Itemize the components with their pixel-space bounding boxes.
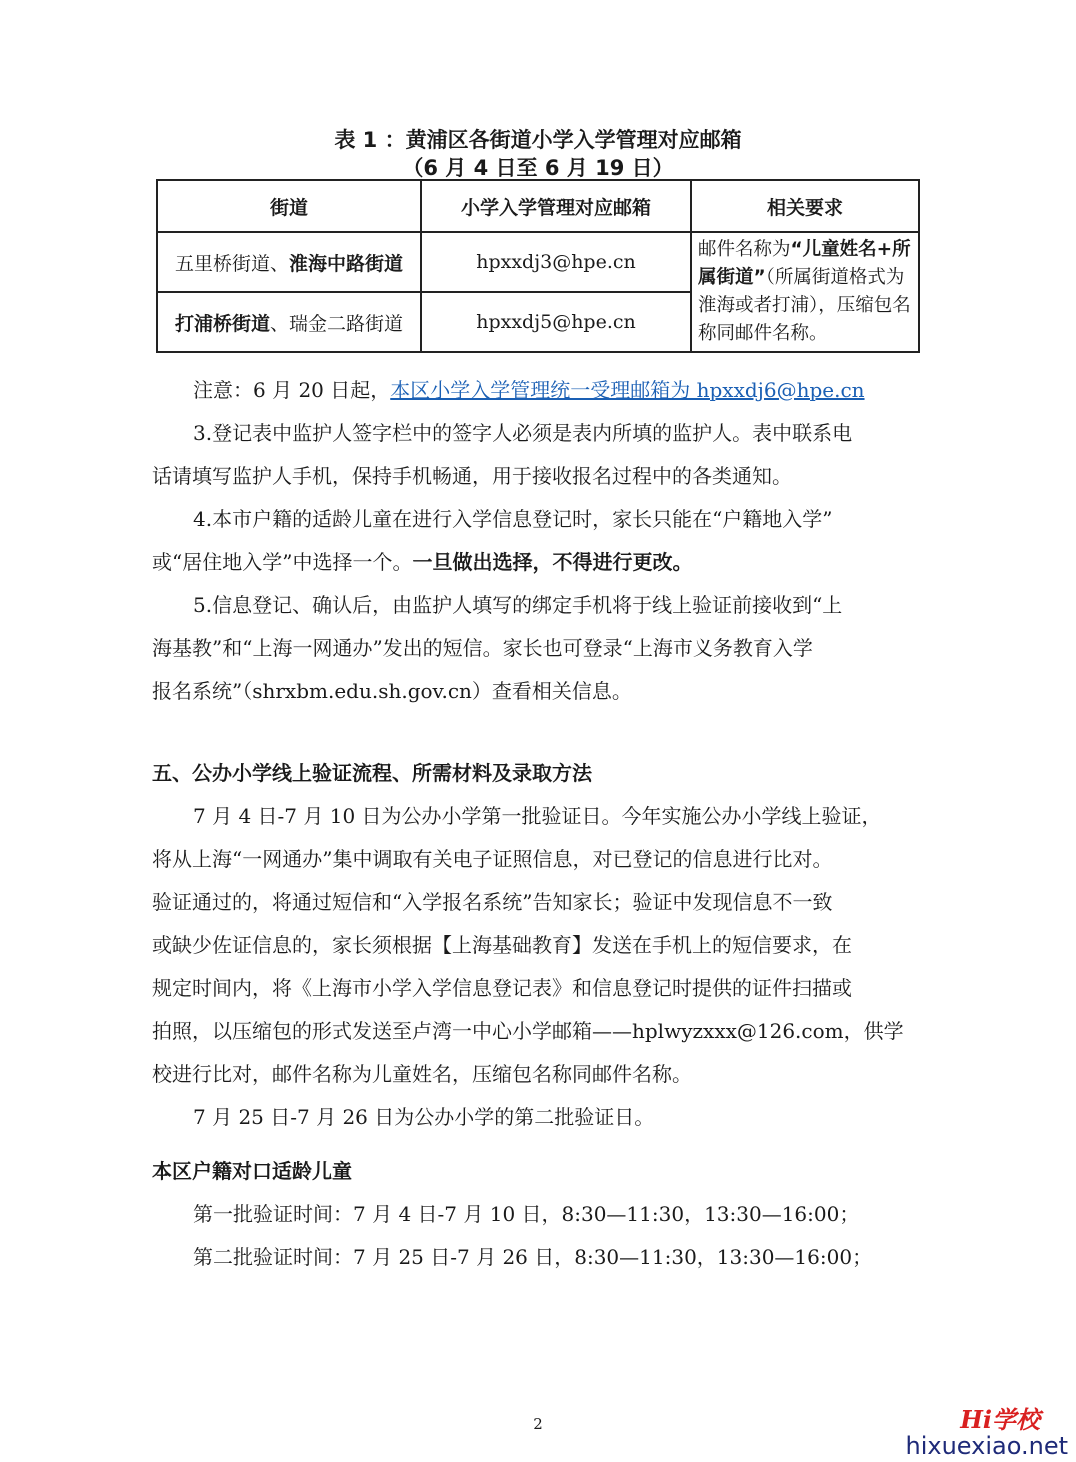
street-cell: 五里桥街道、淮海中路街道 (157, 232, 421, 292)
item-5-line-3: 报名系统”（shrxbm.edu.sh.gov.cn）查看相关信息。 (152, 679, 632, 703)
watermark-url: hixuexiao.net (905, 1432, 1068, 1460)
item-4-line-1: 4.本市户籍的适龄儿童在进行入学信息登记时，家长只能在“户籍地入学” (193, 507, 833, 531)
section-5-line: 校进行比对，邮件名称为儿童姓名，压缩包名称同邮件名称。 (152, 1062, 692, 1086)
header-street: 街道 (157, 180, 421, 232)
section-5-heading: 五、公办小学线上验证流程、所需材料及录取方法 (152, 761, 592, 785)
email-cell: hpxxdj3@hpe.cn (421, 232, 691, 292)
section-5-line: 规定时间内，将《上海市小学入学信息登记表》和信息登记时提供的证件扫描或 (152, 976, 852, 1000)
section-5-line: 7 月 4 日-7 月 10 日为公办小学第一批验证日。今年实施公办小学线上验证， (193, 804, 882, 828)
requirement-cell: 邮件名称为“儿童姓名+所属街道”（所属街道格式为淮海或者打浦），压缩包名称同邮件名称。 (691, 232, 919, 352)
table-header-row (157, 180, 919, 232)
section-5-line: 拍照，以压缩包的形式发送至卢湾一中心小学邮箱——hplwyzxxx@126.com，供学 (152, 1019, 904, 1043)
table-title: 表 1 ：黄浦区各街道小学入学管理对应邮箱 (334, 128, 742, 152)
section-5-line: 或缺少佐证信息的，家长须根据【上海基础教育】发送在手机上的短信要求，在 (152, 933, 852, 957)
item-4-line-2: 或“居住地入学”中选择一个。一旦做出选择，不得进行更改。 (152, 550, 693, 574)
table-subtitle: （6 月 4 日至 6 月 19 日） (402, 156, 674, 180)
header-requirement: 相关要求 (691, 180, 919, 232)
batch-2-time: 第二批验证时间：7 月 25 日-7 月 26 日，8:30—11:30，13:30—16:00； (193, 1245, 873, 1269)
notice-line: 注意：6 月 20 日起，本区小学入学管理统一受理邮箱为 hpxxdj6@hpe.cn (193, 378, 865, 402)
item-5-line-1: 5.信息登记、确认后，由监护人填写的绑定手机将于线上验证前接收到“上 (193, 593, 843, 617)
table-row (157, 232, 919, 292)
watermark-logo: Hi学校 (960, 1405, 1040, 1434)
street-cell: 打浦桥街道、瑞金二路街道 (157, 292, 421, 352)
item-3-line-2: 话请填写监护人手机，保持手机畅通，用于接收报名过程中的各类通知。 (152, 464, 792, 488)
notice-email-link[interactable]: 本区小学入学管理统一受理邮箱为 hpxxdj6@hpe.cn (390, 378, 865, 402)
section-5-line: 将从上海“一网通办”集中调取有关电子证照信息，对已登记的信息进行比对。 (152, 847, 833, 871)
batch-1-time: 第一批验证时间：7 月 4 日-7 月 10 日，8:30—11:30，13:30—16:00； (193, 1202, 860, 1226)
section-5-second-batch: 7 月 25 日-7 月 26 日为公办小学的第二批验证日。 (193, 1105, 655, 1129)
item-5-line-2: 海基教”和“上海一网通办”发出的短信。家长也可登录“上海市义务教育入学 (152, 636, 813, 660)
mailbox-table (156, 179, 920, 353)
item-3-line-1: 3.登记表中监护人签字栏中的签字人必须是表内所填的监护人。表中联系电 (193, 421, 853, 445)
section-5-line: 验证通过的，将通过短信和“入学报名系统”告知家长；验证中发现信息不一致 (152, 890, 833, 914)
page-number: 2 (533, 1415, 543, 1433)
email-cell: hpxxdj5@hpe.cn (421, 292, 691, 352)
header-email: 小学入学管理对应邮箱 (421, 180, 691, 232)
sub-heading: 本区户籍对口适龄儿童 (152, 1159, 352, 1183)
